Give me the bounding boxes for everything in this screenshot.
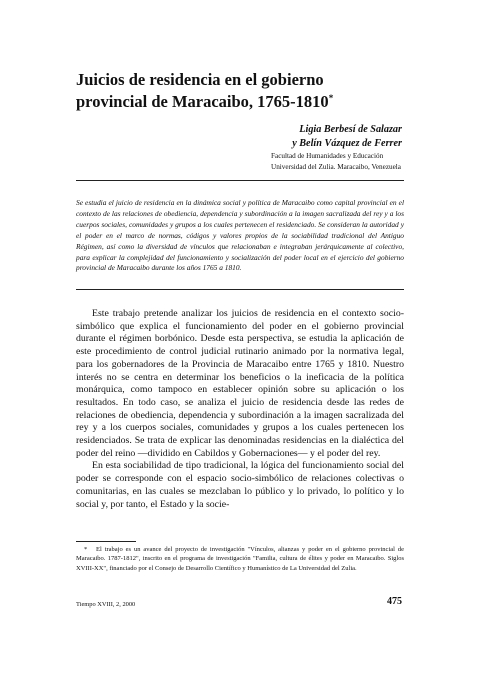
affiliation-line: Universidad del Zulia. Maracaibo, Venezuela <box>271 162 401 171</box>
footnote-text: El trabajo es un avance del proyecto de investigación "Vínculos, alianzas y poder en el gobierno provincial de Maracaibo. 1787-1812", inscrito en el programa de investigación "Familia, cultura de élites y poder en Maracaibo. Siglos XVIII-XX", financiado por el Consejo de Desarrollo Científico y Humanístico de La Universidad del Zulia. <box>76 546 404 572</box>
footnote-rule <box>76 541 136 542</box>
page-number: 475 <box>387 596 402 607</box>
author-list <box>292 123 402 150</box>
article-title <box>76 70 396 111</box>
body-paragraph: Este trabajo pretende analizar los juicios de residencia en el contexto socio-simbólico que explica el funcionamiento del poder en el gobierno provincial durante el régimen borbónico. Desde esta perspectiva, se estudia la aplicación de este procedimiento de control judicial rutinario animado por la normativa legal, para los gobernadores de la Provincia de Maracaibo entre 1765 y 1810. Nuestro interés no se centra en determinar los beneficios o la ineficacia de la política monárquica, como tampoco en establecer opinión sobre su aplicación o los resultados. En todo caso, se analiza el juicio de residencia desde las redes de relaciones de obediencia, dependencia y subordinación a la imagen sacralizada del rey y a los cuerpos sociales, comunidades y grupos a los cuales pertenecen los residenciados. Se trata de explicar las denominadas residencias en la dialéctica del poder del reino —dividido en Cabildos y Gobernaciones— y el poder del rey. <box>76 308 404 459</box>
abstract: Se estudia el juicio de residencia en la dinámica social y política de Maracaibo como capital provincial en el contexto de las relaciones de obediencia, dependencia y subordinación a la imagen sacralizada del rey y a los cuerpos sociales, comunidades y grupos a los cuales pertenecen el residenciado. Se consideran la autoridad y el poder en el marco de normas, códigos y valores propios de la sociabilidad tradicional del Antiguo Régimen, así como la diversidad de vínculos que relacionaban e integraban jerárquicamente al colectivo, para explicar la complejidad del funcionamiento y socialización del poder local en el ejercicio del gobierno provincial de Maracaibo durante los años 1765 a 1810. <box>76 198 404 273</box>
abstract-top-rule <box>76 180 404 181</box>
title-footnote-mark: * <box>328 93 334 103</box>
author-line: Ligia Berbesí de Salazar <box>299 124 402 135</box>
author-affiliation <box>271 151 401 172</box>
abstract-bottom-rule <box>76 289 404 290</box>
article-title-text: Juicios de residencia en el gobierno provincial de Maracaibo, 1765-1810 <box>76 70 329 111</box>
journal-folio: Tiempo XVIII, 2, 2000 <box>76 601 136 608</box>
article-body <box>76 308 404 511</box>
footnote <box>76 545 404 573</box>
author-line: y Belín Vázquez de Ferrer <box>292 137 402 149</box>
affiliation-line: Facultad de Humanidades y Educación <box>271 152 384 160</box>
footnote-mark: * <box>84 546 88 553</box>
body-paragraph: En esta sociabilidad de tipo tradicional, la lógica del funcionamiento social del poder se corresponde con el espacio socio-simbólico de relaciones colectivas o comunitarias, en las cuales se mezclaban lo público y lo privado, lo político y lo social y, por tanto, el Estado y la socie- <box>76 460 404 510</box>
